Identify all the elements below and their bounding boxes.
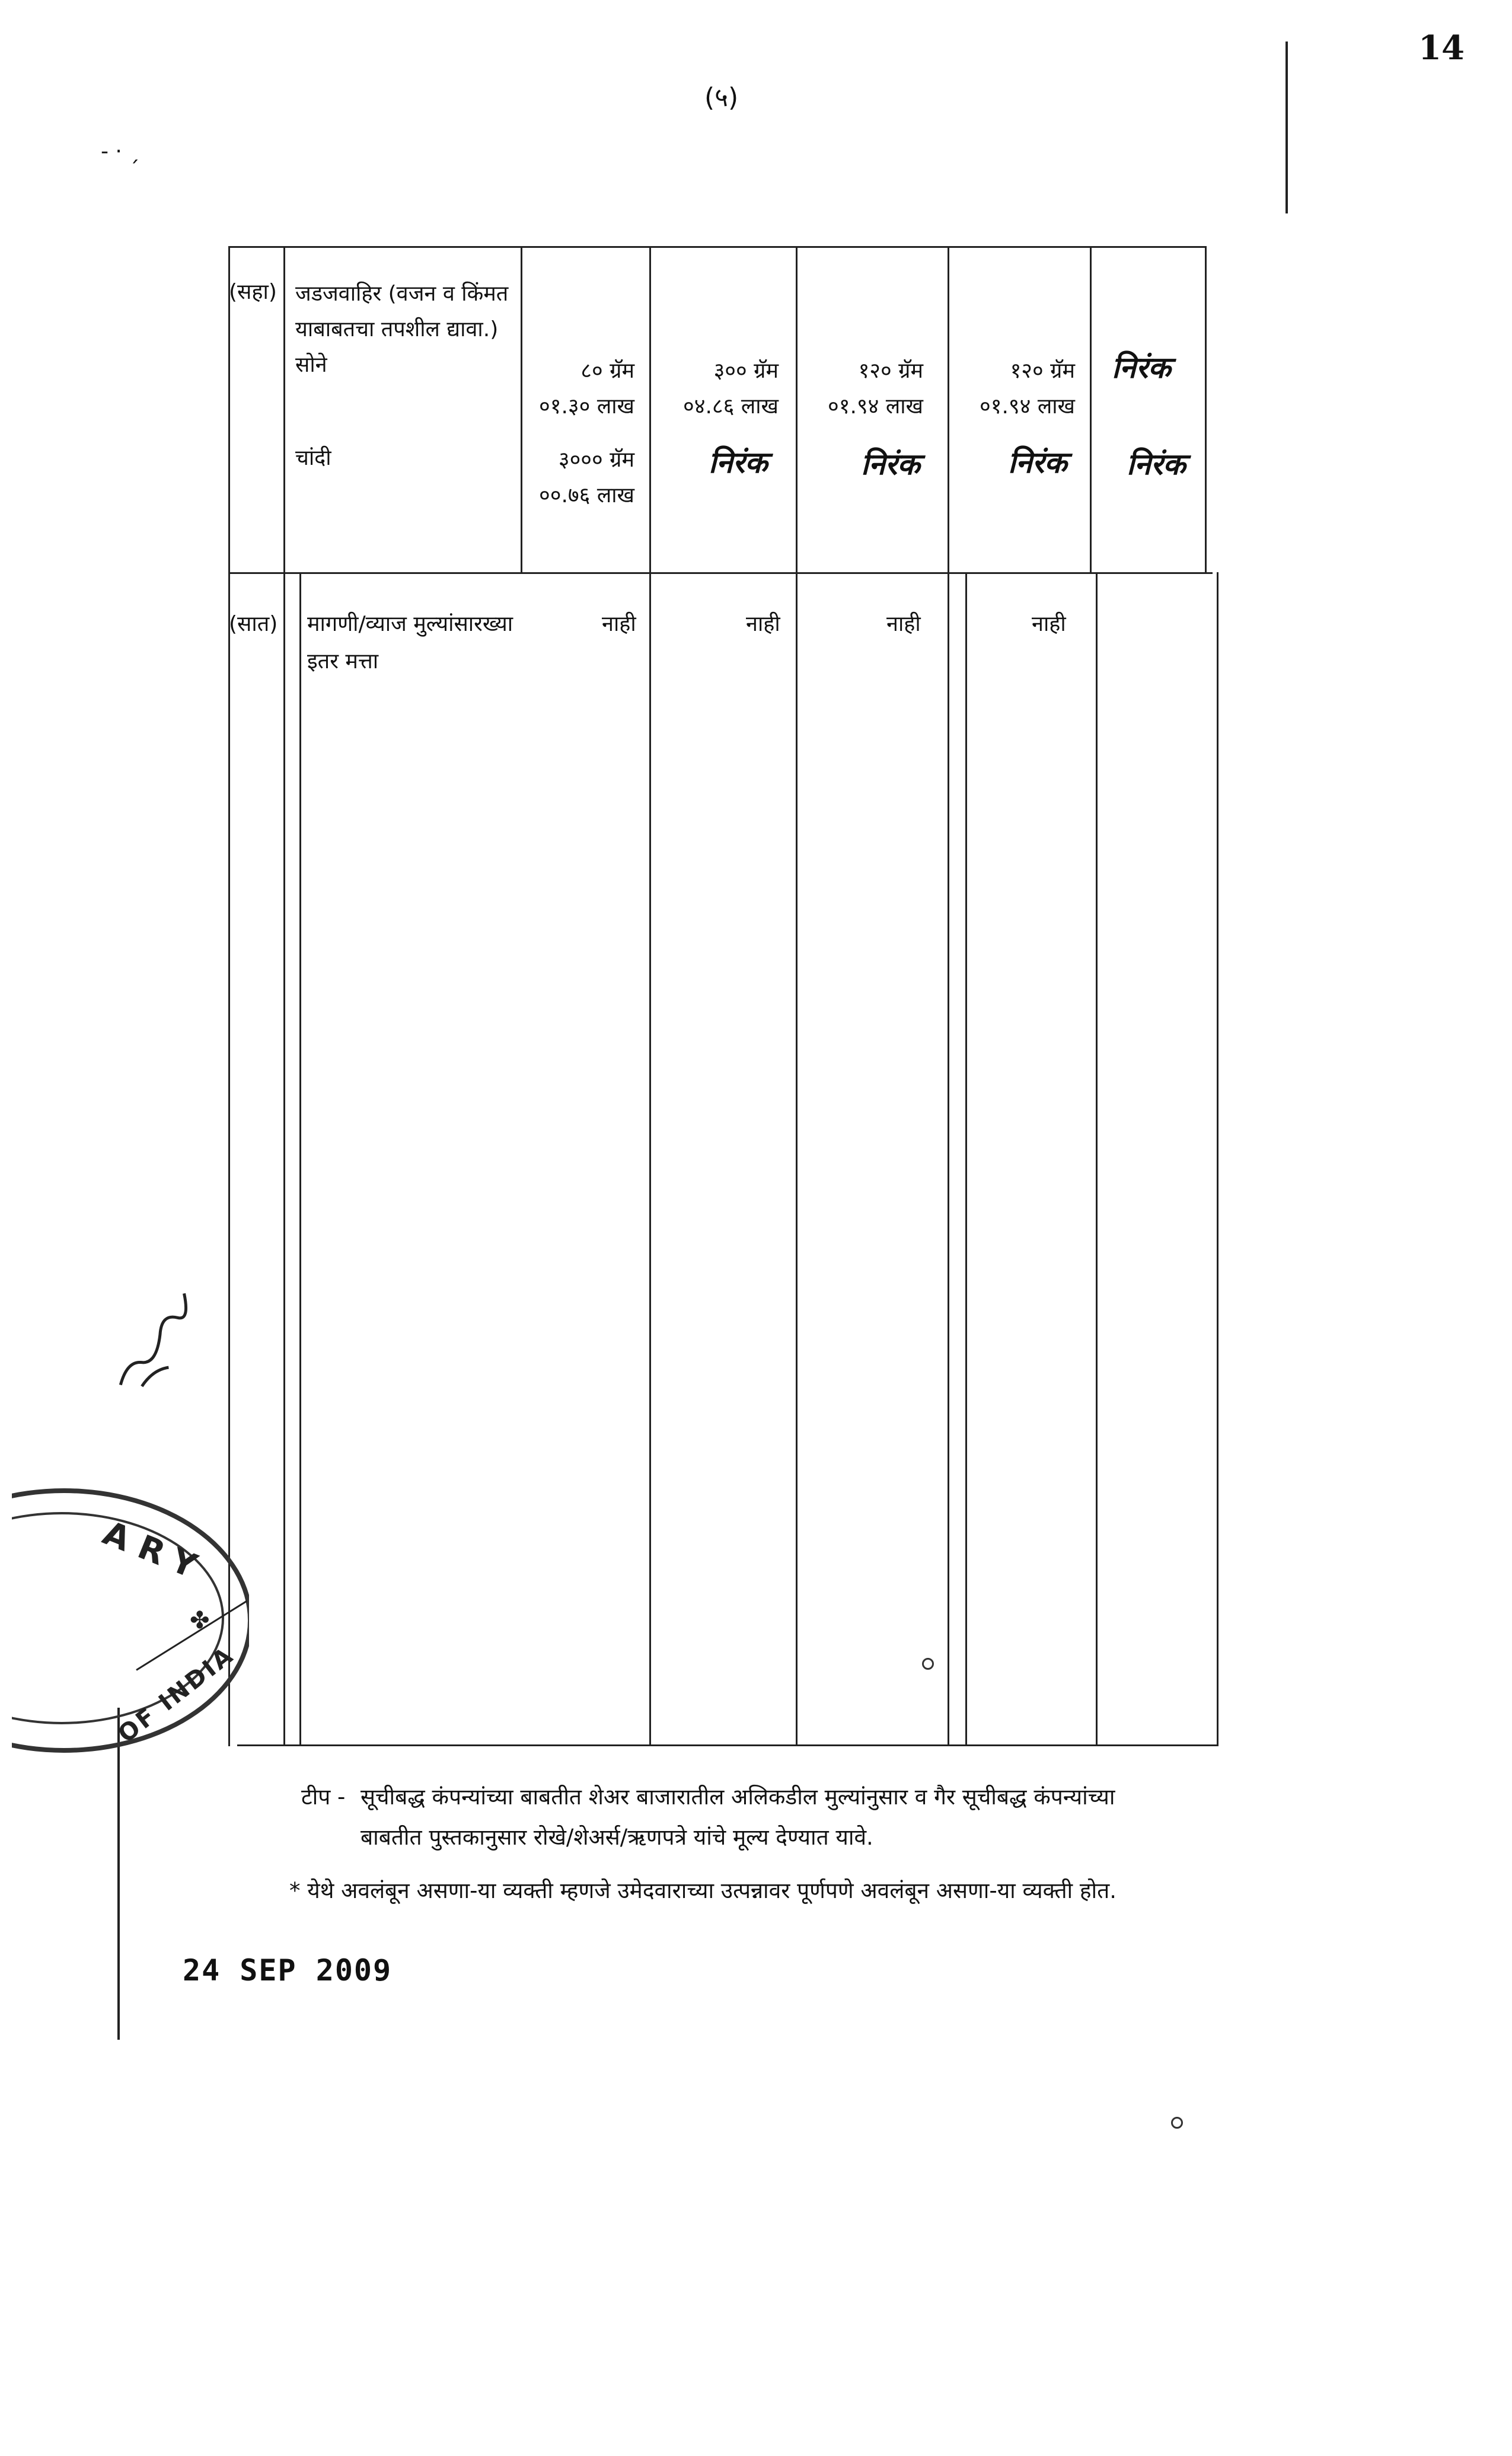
silver-nil-3: निरंक (861, 446, 920, 481)
silver-nil-5: निरंक (1127, 446, 1186, 481)
gold-value-2: ०४.८६ लाख (683, 394, 779, 419)
footnote: * येथे अवलंबून असणा-या व्यक्ती म्हणजे उमेदवाराच्या उत्पन्नावर पूर्णपणे अवलंबून असणा-या व्यक्ती होत. (289, 1878, 1117, 1903)
row7-value-1: नाही (602, 612, 636, 636)
silver-qty-1: ३००० ग्रॅम (558, 448, 634, 472)
gold-qty-4: १२० ग्रॅम (1010, 359, 1075, 383)
corner-page-number: 14 (1418, 28, 1465, 68)
official-seal (12, 1471, 249, 1767)
gold-value-3: ०१.९४ लाख (828, 394, 923, 419)
row7-value-4: नाही (1032, 612, 1066, 636)
page-number: (५) (704, 82, 739, 113)
seal-bottom-text: OF INDIA (113, 1641, 240, 1749)
gold-value-1: ०१.३० लाख (539, 394, 634, 419)
silver-value-1: ००.७६ लाख (539, 483, 634, 508)
row6-desc-line2: याबाबतचा तपशील द्यावा.) (295, 317, 499, 342)
stray-mark (922, 1658, 934, 1670)
silver-nil-4: निरंक (1008, 445, 1067, 480)
tip-line1: सूचीबद्ध कंपन्यांच्या बाबतीत शेअर बाजारातील अलिकडील मुल्यांनुसार व गैर सूचीबद्ध कंपन्यांच्या (361, 1784, 1115, 1810)
row7-label: (सात) (229, 612, 278, 636)
row7-desc-line2: इतर मत्ता (307, 649, 379, 674)
tip-line2: बाबतीत पुस्तकानुसार रोखे/शेअर्स/ऋणपत्रे यांचे मूल्य देण्यात यावे. (361, 1825, 873, 1850)
tip-label: टीप - (301, 1784, 346, 1810)
row7-desc-line1: मागणी/व्याज मुल्यांसारख्या (307, 612, 513, 636)
stray-mark (1171, 2117, 1183, 2129)
gold-qty-2: ३०० ग्रॅम (713, 359, 779, 383)
gold-value-4: ०१.९४ लाख (980, 394, 1075, 419)
seal-top-text: ARY (97, 1513, 213, 1591)
seal-star-icon: ✤ (190, 1607, 210, 1634)
margin-line (1285, 42, 1288, 213)
row7-value-2: नाही (746, 612, 780, 636)
gold-qty-1: ८० ग्रॅम (580, 359, 634, 383)
stray-mark: ‐ · ˏ (101, 139, 140, 164)
signature-icon (83, 1272, 227, 1403)
silver-label: चांदी (295, 446, 331, 470)
row7-value-3: नाही (886, 612, 921, 636)
gold-label: सोने (295, 353, 327, 377)
gold-qty-3: १२० ग्रॅम (858, 359, 923, 383)
handwritten-signature (83, 1272, 232, 1411)
silver-nil-2: निरंक (709, 445, 768, 480)
row6-desc-line1: जडजवाहिर (वजन व किंमत (295, 282, 509, 306)
date-stamp: 24 SEP 2009 (183, 1953, 393, 1988)
row6-label: (सहा) (229, 280, 277, 304)
gold-nil-5: निरंक (1112, 350, 1171, 385)
